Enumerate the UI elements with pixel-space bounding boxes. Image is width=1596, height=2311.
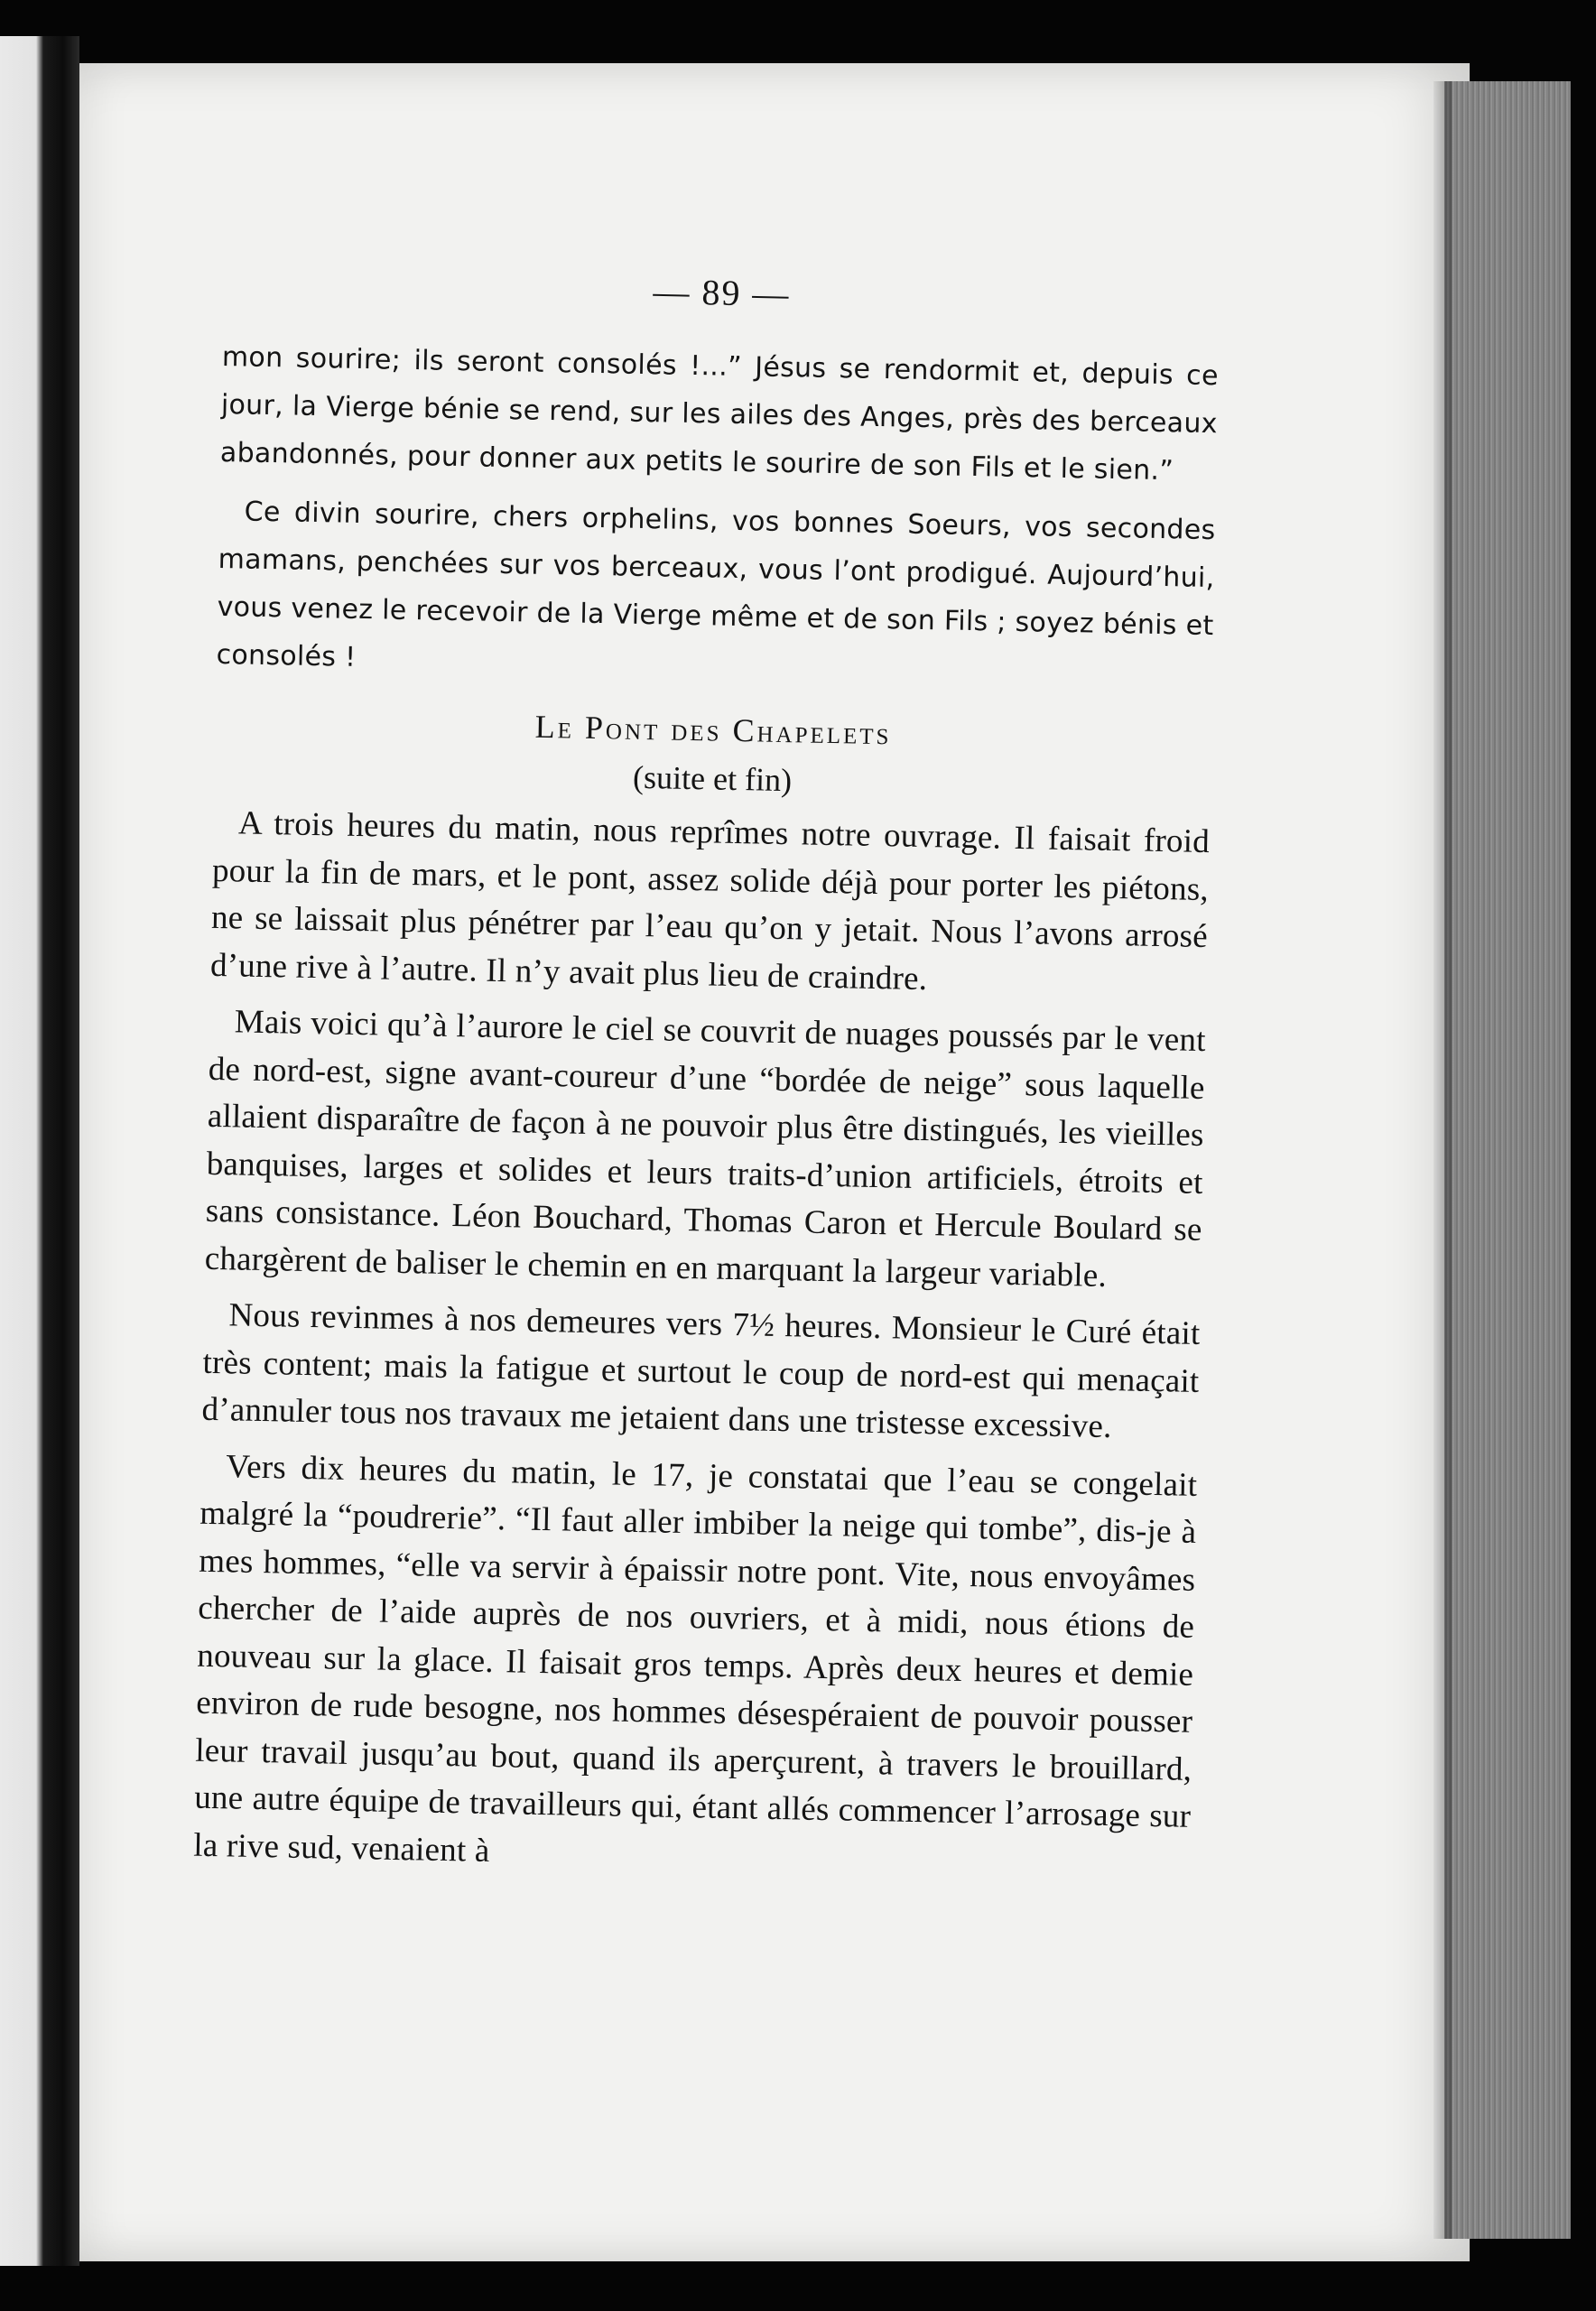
chapter-title: Le Pont des Chapelets [534, 708, 892, 752]
page-stack-edge [1444, 81, 1571, 2239]
story-section [193, 800, 1211, 1889]
intro-section [216, 333, 1219, 698]
intro-paragraph: mon sourire; ils seront consolés !...” Jésus se rendormit et, depuis ce jour, la Vierge bénie se rend, sur les ailes des Anges, près des berceaux abandonnés, pour donner aux petits le sourire de son Fils et le sien.” [219, 340, 1220, 487]
story-paragraph: Mais voici qu’à l’aurore le ciel se couvrit de nuages poussés par le vent de nord-est, signe avant-coureur d’une “bordée de neige” sous laquelle allaient disparaître de façon à ne pouvoir plus être distingués, les vieilles banquises, larges et solides et leurs traits-d’union artificiels, étroits et sans consistance. Léon Bouchard, Thomas Caron et Hercule Boulard se chargèrent de baliser le chemin en en marquant la largeur variable. [204, 1003, 1207, 1295]
story-paragraph: Vers dix heures du matin, le 17, je constatai que l’eau se congelait malgré la “poudrerie”. “Il faut aller imbiber la neige qui tombe”, dis-je à mes hommes, “elle va servir à épaissir notre pont. Vite, nous envoyâmes chercher de l’aide auprès de nos ouvriers, et à midi, nous étions de nouveau sur la glace. Il faisait gros temps. Après deux heures et demie environ de rude besogne, nos hommes désespéraient de pouvoir pousser leur travail jusqu’au bout, quand ils aperçurent, à travers le brouillard, une autre équipe de travailleurs qui, étant allés commencer l’arrosage sur la rive sud, venaient à [192, 1447, 1198, 1870]
gutter-shadow [1434, 81, 1452, 2239]
story-paragraph: Nous revinmes à nos demeures vers 7½ heures. Monsieur le Curé était très content; mais la fatigue et surtout le coup de nord-est qui menaçait d’annuler tous nos travaux me jetaient dans une tristesse excessive. [201, 1296, 1201, 1446]
page-text-block [193, 262, 1220, 1889]
page-number: — 89 — [653, 271, 791, 315]
intro-paragraph: Ce divin sourire, chers orphelins, vos bonnes Soeurs, vos secondes mamans, penchées sur vos berceaux, vous l’ont prodigué. Aujourd’hui, vous venez le recevoir de la Vierge même et de son Fils ; soyez bénis et consolés ! [216, 496, 1216, 673]
facing-page-edge [0, 36, 79, 2266]
story-paragraph: A trois heures du matin, nous reprîmes notre ouvrage. Il faisait froid pour la fin de mars, et le pont, assez solide déjà pour porter les piétons, ne se laissait plus pénétrer par l’eau qu’on y jetait. Nous l’avons arrosé d’une rive à l’autre. Il n’y avait plus lieu de craindre. [209, 804, 1211, 998]
chapter-subtitle: (suite et fin) [632, 758, 793, 799]
